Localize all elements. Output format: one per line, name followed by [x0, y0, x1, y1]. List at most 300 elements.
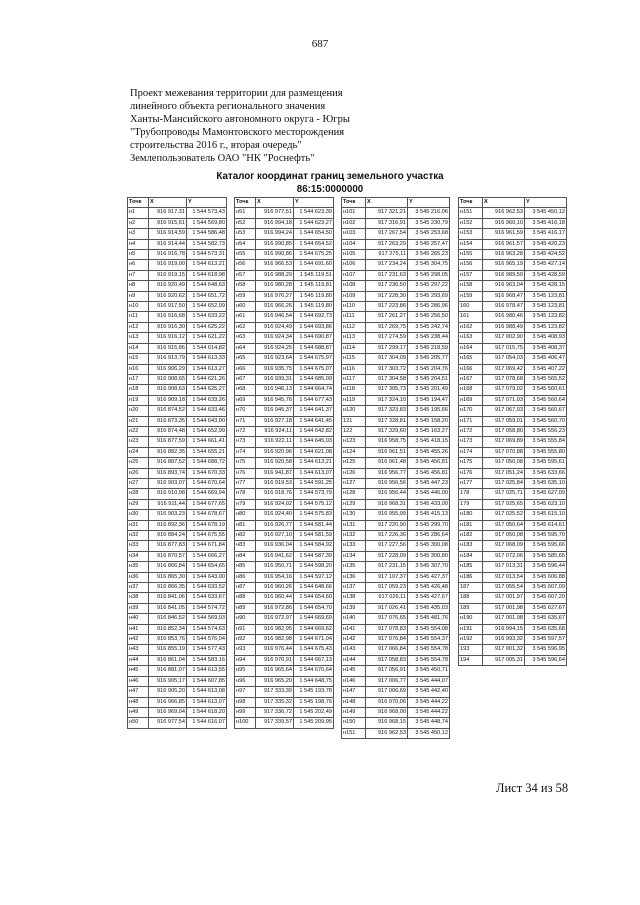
cell-point: н133 [342, 541, 366, 551]
table-row [459, 458, 567, 468]
cell-x: 916 893,74 [149, 468, 187, 478]
cell-y: 1 544 654,50 [294, 229, 334, 239]
header-x: X [366, 198, 408, 208]
table-row [235, 270, 334, 280]
table-row [128, 541, 227, 551]
cell-point: н148 [342, 697, 366, 707]
cell-point: н14 [128, 343, 149, 353]
cell-y: 1 544 614,82 [187, 343, 227, 353]
cell-point: н137 [342, 583, 366, 593]
table-row [459, 354, 567, 364]
cell-point: н80 [235, 510, 256, 520]
cell-point: н93 [235, 645, 256, 655]
cell-x: 917 001,97 [483, 593, 525, 603]
cell-point: н132 [342, 531, 366, 541]
table-row [459, 603, 567, 613]
cell-point: н147 [342, 687, 366, 697]
cell-y: 3 545 596,95 [525, 645, 567, 655]
cell-x: 917 001,32 [483, 645, 525, 655]
cell-y: 3 545 416,18 [525, 218, 567, 228]
table-row [342, 551, 450, 561]
table-header-row [128, 198, 227, 208]
cell-y: 1 545 198,76 [294, 697, 334, 707]
table-row [128, 208, 227, 218]
cell-point: н33 [128, 541, 149, 551]
cell-point: н142 [342, 635, 366, 645]
cell-y: 1 545 119,51 [294, 270, 334, 280]
cell-y: 3 545 623,10 [525, 499, 567, 509]
cell-x: 917 050,08 [483, 458, 525, 468]
table-row [128, 635, 227, 645]
cell-y: 1 545 119,80 [294, 291, 334, 301]
cell-y: 3 545 615,10 [525, 510, 567, 520]
cell-point: н163 [459, 333, 483, 343]
cell-point: н190 [459, 614, 483, 624]
cell-point: 122 [342, 426, 366, 436]
cell-point: н130 [342, 510, 366, 520]
cell-point: н84 [235, 551, 256, 561]
cell-point: н112 [342, 322, 366, 332]
cell-y: 3 545 633,66 [525, 468, 567, 478]
cell-point: н184 [459, 551, 483, 561]
cell-point: н175 [459, 458, 483, 468]
cell-x: 916 956,56 [366, 478, 408, 488]
cell-x: 916 846,52 [149, 614, 187, 624]
cell-point: н76 [235, 468, 256, 478]
cell-x: 916 892,36 [149, 520, 187, 530]
cell-x: 917 013,31 [483, 562, 525, 572]
cell-x: 917 059,01 [483, 416, 525, 426]
cell-y: 1 544 623,39 [294, 208, 334, 218]
table-row [128, 312, 227, 322]
cell-x: 917 069,89 [483, 437, 525, 447]
cell-point: н92 [235, 635, 256, 645]
cell-x: 917 006,69 [366, 687, 408, 697]
cell-point: н185 [459, 562, 483, 572]
table-row [342, 531, 450, 541]
cell-y: 3 545 242,74 [408, 322, 450, 332]
cell-point: н126 [342, 468, 366, 478]
table-row [459, 395, 567, 405]
cell-x: 916 956,44 [366, 489, 408, 499]
table-row [459, 437, 567, 447]
cell-x: 917 228,30 [366, 291, 408, 301]
cell-y: 3 545 416,17 [525, 229, 567, 239]
table-row [459, 478, 567, 488]
cell-y: 3 545 447,23 [408, 478, 450, 488]
cell-point: н20 [128, 406, 149, 416]
cell-y: 1 544 677,65 [187, 499, 227, 509]
header-line: Проект межевания территории для размещения [130, 88, 343, 99]
cell-point: н115 [342, 354, 366, 364]
cell-point: н69 [235, 395, 256, 405]
table-row [459, 562, 567, 572]
table-row [342, 541, 450, 551]
cell-x: 916 913,79 [149, 354, 187, 364]
cell-point: н154 [459, 239, 483, 249]
cell-x: 917 324,10 [366, 395, 408, 405]
cell-x: 916 946,13 [256, 385, 294, 395]
cell-x: 916 924,02 [256, 499, 294, 509]
cell-point: н98 [235, 697, 256, 707]
table-row [459, 343, 567, 353]
cell-y: 3 545 123,81 [525, 302, 567, 312]
cell-x: 916 874,48 [149, 426, 187, 436]
table-row [235, 426, 334, 436]
cell-y: 1 544 671,84 [187, 541, 227, 551]
cell-point: н124 [342, 447, 366, 457]
cell-x: 917 066,84 [366, 645, 408, 655]
cell-point: н151 [459, 208, 483, 218]
cell-y: 3 545 446,00 [408, 489, 450, 499]
cell-x: 916 990,86 [256, 250, 294, 260]
cell-y: 1 544 693,86 [294, 322, 334, 332]
cell-x: 916 915,61 [149, 218, 187, 228]
cell-y: 1 544 587,39 [294, 551, 334, 561]
header-x: X [483, 198, 525, 208]
table-row [342, 697, 450, 707]
header-point: Точк [459, 198, 483, 208]
table-row [459, 489, 567, 499]
cell-x: 917 304,58 [366, 374, 408, 384]
cell-point: н101 [342, 208, 366, 218]
cell-point: 187 [459, 583, 483, 593]
table-row [235, 250, 334, 260]
table-row [235, 583, 334, 593]
table-row [459, 374, 567, 384]
cell-x: 917 107,37 [366, 572, 408, 582]
cell-y: 1 544 678,67 [187, 510, 227, 520]
cell-point: н72 [235, 426, 256, 436]
cell-y: 1 544 613,33 [187, 354, 227, 364]
cell-point: н38 [128, 593, 149, 603]
cell-y: 1 544 641,45 [294, 416, 334, 426]
cell-x: 916 924,34 [256, 333, 294, 343]
cell-point: н1 [128, 208, 149, 218]
cell-x: 916 980,28 [256, 281, 294, 291]
cell-point: н127 [342, 478, 366, 488]
cell-x: 916 917,50 [149, 302, 187, 312]
cell-point: н159 [459, 291, 483, 301]
cell-y: 3 545 455,26 [408, 447, 450, 457]
cell-x: 916 920,96 [256, 447, 294, 457]
cell-x: 916 966,53 [256, 260, 294, 270]
table-row [342, 406, 450, 416]
cell-point: н51 [235, 208, 256, 218]
table-row [342, 635, 450, 645]
cell-y: 3 545 554,37 [408, 635, 450, 645]
cell-point: н26 [128, 468, 149, 478]
table-row [235, 239, 334, 249]
cell-y: 3 545 456,81 [408, 458, 450, 468]
cell-x: 917 072,06 [483, 551, 525, 561]
table-row [459, 541, 567, 551]
cell-x: 916 994,15 [483, 624, 525, 634]
table-row [235, 354, 334, 364]
cell-point: н11 [128, 312, 149, 322]
cell-x: 916 963,28 [483, 250, 525, 260]
cell-x: 917 329,60 [366, 426, 408, 436]
cell-x: 917 316,91 [366, 218, 408, 228]
cell-x: 917 333,39 [256, 687, 294, 697]
cell-x: 916 927,10 [256, 531, 294, 541]
table-row [235, 364, 334, 374]
cell-x: 917 015,75 [483, 343, 525, 353]
table-row [459, 281, 567, 291]
cell-point: н102 [342, 218, 366, 228]
cell-y: 3 545 554,08 [408, 624, 450, 634]
table-row [128, 645, 227, 655]
table-row [128, 489, 227, 499]
cell-y: 1 544 654,65 [187, 562, 227, 572]
table-row [128, 426, 227, 436]
cell-point: н108 [342, 281, 366, 291]
cell-y: 1 544 613,21 [294, 458, 334, 468]
cell-y: 3 545 408,37 [525, 343, 567, 353]
cell-point: н49 [128, 707, 149, 717]
cell-y: 3 545 555,84 [525, 437, 567, 447]
cell-y: 1 544 669,69 [294, 614, 334, 624]
cell-x: 916 968,00 [366, 707, 408, 717]
cell-point: н104 [342, 239, 366, 249]
header-line: строительства 2016 г., вторая очередь" [130, 140, 302, 152]
cell-point: н114 [342, 343, 366, 353]
table-row [128, 354, 227, 364]
table-row [342, 260, 450, 270]
cell-point: н153 [459, 229, 483, 239]
header-point: Точк [235, 198, 256, 208]
table-row [459, 468, 567, 478]
cell-x: 916 994,24 [256, 229, 294, 239]
cell-y: 1 544 641,37 [294, 406, 334, 416]
cell-x: 916 853,76 [149, 635, 187, 645]
table-row [128, 458, 227, 468]
cell-point: н164 [459, 343, 483, 353]
table-row [459, 250, 567, 260]
cell-x: 917 339,57 [256, 718, 294, 728]
cell-point: н91 [235, 624, 256, 634]
cell-y: 3 545 216,06 [408, 208, 450, 218]
header-y: Y [525, 198, 567, 208]
table-row [235, 395, 334, 405]
cell-y: 3 545 300,80 [408, 551, 450, 561]
table-row [342, 291, 450, 301]
cell-x: 916 905,17 [149, 676, 187, 686]
cell-point: н180 [459, 510, 483, 520]
cell-y: 1 544 597,12 [294, 572, 334, 582]
cell-x: 916 903,23 [149, 510, 187, 520]
table-header-row [342, 198, 450, 208]
cell-point: н47 [128, 687, 149, 697]
cell-point: н144 [342, 655, 366, 665]
cell-point: н3 [128, 229, 149, 239]
cell-x: 917 051,24 [483, 468, 525, 478]
cell-x: 917 070,88 [483, 447, 525, 457]
cell-y: 3 545 286,64 [408, 531, 450, 541]
cell-point: н89 [235, 603, 256, 613]
table-row [342, 416, 450, 426]
table-row [128, 614, 227, 624]
cell-point: н71 [235, 416, 256, 426]
table-row [235, 676, 334, 686]
cell-y: 3 545 426,48 [408, 583, 450, 593]
cell-y: 1 544 633,46 [187, 406, 227, 416]
table-row [342, 583, 450, 593]
cell-x: 916 989,50 [483, 270, 525, 280]
cell-y: 1 544 625,27 [187, 385, 227, 395]
cell-y: 3 545 256,50 [408, 312, 450, 322]
cell-x: 916 990,85 [256, 239, 294, 249]
cell-point: н17 [128, 374, 149, 384]
cell-x: 917 025,71 [483, 489, 525, 499]
cell-point: н107 [342, 270, 366, 280]
table-row [459, 614, 567, 624]
cell-point: н39 [128, 603, 149, 613]
cell-x: 916 950,71 [256, 562, 294, 572]
cell-point: н78 [235, 489, 256, 499]
cell-point: н86 [235, 572, 256, 582]
table-row [459, 499, 567, 509]
cell-y: 1 544 618,98 [187, 270, 227, 280]
table-row [128, 687, 227, 697]
cell-x: 917 002,90 [483, 333, 525, 343]
table-row [342, 239, 450, 249]
cell-point: н70 [235, 406, 256, 416]
cell-y: 1 544 569,03 [187, 614, 227, 624]
cell-y: 3 545 627,09 [525, 489, 567, 499]
cell-x: 916 903,07 [149, 478, 187, 488]
header-line: "Трубопроводы Мамонтовского месторождения [130, 127, 345, 139]
cell-y: 3 545 635,67 [525, 614, 567, 624]
cell-y: 1 544 671,04 [294, 635, 334, 645]
cell-y: 3 545 607,09 [525, 583, 567, 593]
cell-point: н146 [342, 676, 366, 686]
cell-y: 3 545 218,59 [408, 343, 450, 353]
cell-point: н73 [235, 437, 256, 447]
table-row [235, 229, 334, 239]
cell-point: н5 [128, 250, 149, 260]
cell-x: 916 918,76 [256, 489, 294, 499]
table-row [459, 572, 567, 582]
cell-y: 3 545 204,51 [408, 374, 450, 384]
cell-y: 3 545 565,52 [525, 374, 567, 384]
cell-y: 3 545 427,14 [525, 260, 567, 270]
table-row [235, 520, 334, 530]
table-row [128, 239, 227, 249]
cell-x: 916 941,87 [256, 468, 294, 478]
cell-x: 917 263,29 [366, 239, 408, 249]
table-row [342, 676, 450, 686]
cell-y: 1 544 625,22 [187, 322, 227, 332]
table-row [342, 468, 450, 478]
cell-y: 1 544 655,21 [187, 447, 227, 457]
cell-y: 1 544 688,72 [187, 458, 227, 468]
cell-y: 1 544 618,20 [187, 707, 227, 717]
table-row [459, 239, 567, 249]
table-row [459, 655, 567, 665]
cell-y: 1 544 691,60 [294, 260, 334, 270]
cell-y: 1 544 667,13 [294, 655, 334, 665]
cell-x: 916 976,44 [256, 645, 294, 655]
cell-y: 3 545 597,57 [525, 635, 567, 645]
cell-point: н4 [128, 239, 149, 249]
table-row [235, 312, 334, 322]
cell-y: 3 545 123,82 [525, 312, 567, 322]
table-row [342, 499, 450, 509]
cell-y: 3 545 407,22 [525, 364, 567, 374]
table-row [235, 208, 334, 218]
cell-x: 917 055,54 [483, 583, 525, 593]
cell-y: 3 545 123,82 [525, 322, 567, 332]
cell-point: н44 [128, 655, 149, 665]
table-row [342, 333, 450, 343]
cell-x: 916 978,47 [483, 302, 525, 312]
table-row [128, 281, 227, 291]
table-row [342, 666, 450, 676]
document-header [130, 87, 430, 166]
cell-point: н141 [342, 624, 366, 634]
cell-x: 916 961,48 [366, 458, 408, 468]
header-x: X [256, 198, 294, 208]
cell-x: 916 968,15 [366, 718, 408, 728]
cell-x: 916 881,07 [149, 666, 187, 676]
cell-x: 916 988,29 [256, 270, 294, 280]
cell-y: 3 545 406,47 [525, 354, 567, 364]
cell-x: 916 866,35 [149, 583, 187, 593]
table-row [235, 499, 334, 509]
table-row [128, 603, 227, 613]
cell-x: 916 965,19 [483, 260, 525, 270]
table-row [342, 645, 450, 655]
cell-y: 1 544 664,74 [294, 385, 334, 395]
cell-point: н85 [235, 562, 256, 572]
table-row [459, 291, 567, 301]
cell-point: н182 [459, 531, 483, 541]
table-row [459, 624, 567, 634]
header-line: Ханты-Мансийского автономного округа - Югры [130, 114, 350, 126]
cell-y: 3 545 556,23 [525, 426, 567, 436]
cell-x: 917 304,09 [366, 354, 408, 364]
cell-y: 1 544 574,63 [187, 624, 227, 634]
table-row [342, 447, 450, 457]
cell-point: н8 [128, 281, 149, 291]
cell-point: н42 [128, 635, 149, 645]
cell-y: 1 544 633,26 [187, 395, 227, 405]
cell-x: 916 919,15 [149, 270, 187, 280]
table-row [128, 499, 227, 509]
cell-y: 3 545 627,67 [525, 603, 567, 613]
header-y: Y [187, 198, 227, 208]
table-row [459, 416, 567, 426]
cell-x: 917 058,83 [366, 655, 408, 665]
cell-point: н77 [235, 478, 256, 488]
cell-point: н36 [128, 572, 149, 582]
cell-y: 1 544 633,22 [187, 312, 227, 322]
table-row [342, 250, 450, 260]
cell-x: 916 965,20 [256, 676, 294, 686]
cell-point: н119 [342, 395, 366, 405]
cell-y: 3 545 427,67 [408, 593, 450, 603]
cell-x: 917 069,42 [483, 364, 525, 374]
cell-x: 916 968,31 [366, 499, 408, 509]
cell-point: н29 [128, 499, 149, 509]
cell-y: 3 545 444,22 [408, 707, 450, 717]
cell-y: 1 544 648,63 [187, 281, 227, 291]
cell-point: н52 [235, 218, 256, 228]
cell-point: 160 [459, 302, 483, 312]
table-row [459, 447, 567, 457]
table-row [342, 322, 450, 332]
